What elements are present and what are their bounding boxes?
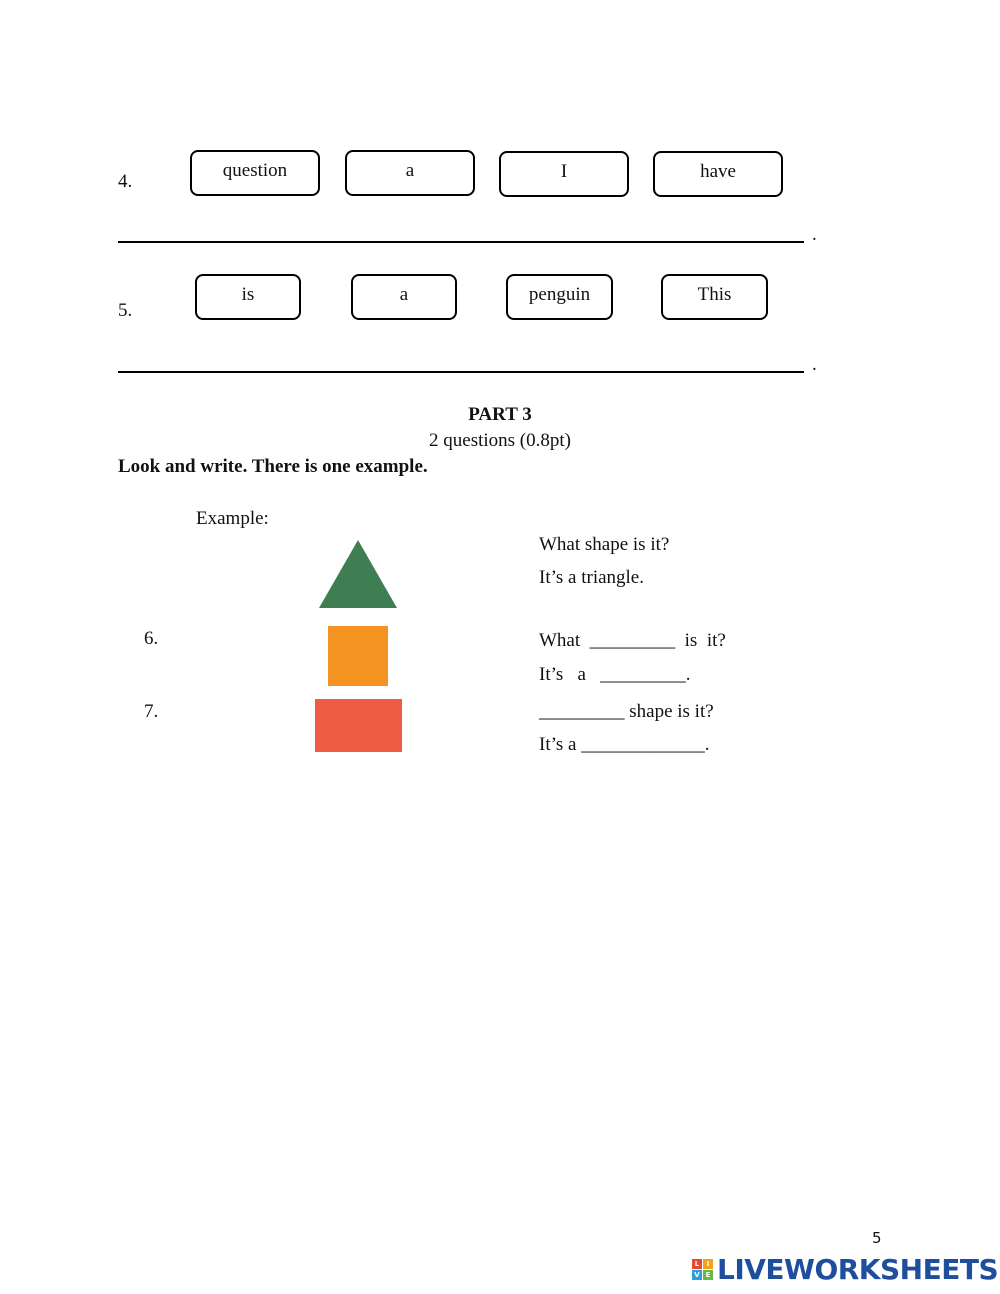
instructions: Look and write. There is one example. xyxy=(118,456,428,477)
question-6-text[interactable]: What _________ is it? xyxy=(539,630,726,651)
part-subtitle: 2 questions (0.8pt) xyxy=(429,430,571,451)
word-card[interactable]: question xyxy=(190,150,320,196)
question-number: 5. xyxy=(118,300,133,321)
word-card[interactable]: This xyxy=(661,274,768,320)
logo-mark-letter: E xyxy=(703,1270,713,1280)
liveworksheets-logo xyxy=(692,1253,998,1286)
word-card[interactable]: a xyxy=(345,150,475,196)
sentence-period: . xyxy=(812,224,817,245)
answer-7-text[interactable]: It’s a _____________. xyxy=(539,734,710,755)
answer-6-text[interactable]: It’s a _________. xyxy=(539,664,691,685)
logo-mark-letter: I xyxy=(703,1259,713,1269)
sentence-period: . xyxy=(812,354,817,375)
example-answer: It’s a triangle. xyxy=(539,567,644,588)
triangle-shape xyxy=(318,540,398,608)
logo-mark-letter: L xyxy=(692,1259,702,1269)
word-card[interactable]: have xyxy=(653,151,783,197)
question-7-text[interactable]: _________ shape is it? xyxy=(539,701,714,722)
logo-mark-icon xyxy=(692,1259,713,1280)
question-number: 7. xyxy=(144,701,159,722)
word-card[interactable]: penguin xyxy=(506,274,613,320)
question-number: 6. xyxy=(144,628,159,649)
answer-line[interactable] xyxy=(118,241,804,243)
example-question: What shape is it? xyxy=(539,534,670,555)
question-number: 4. xyxy=(118,171,133,192)
word-card[interactable]: I xyxy=(499,151,629,197)
square-shape xyxy=(328,626,388,686)
word-card[interactable]: a xyxy=(351,274,457,320)
example-label: Example: xyxy=(196,508,269,529)
rectangle-shape xyxy=(315,699,402,752)
part-title: PART 3 xyxy=(468,404,532,425)
logo-mark-letter: V xyxy=(692,1270,702,1280)
page-number: 5 xyxy=(872,1229,882,1247)
logo-text: LIVEWORKSHEETS xyxy=(717,1253,999,1286)
word-card[interactable]: is xyxy=(195,274,301,320)
answer-line[interactable] xyxy=(118,371,804,373)
